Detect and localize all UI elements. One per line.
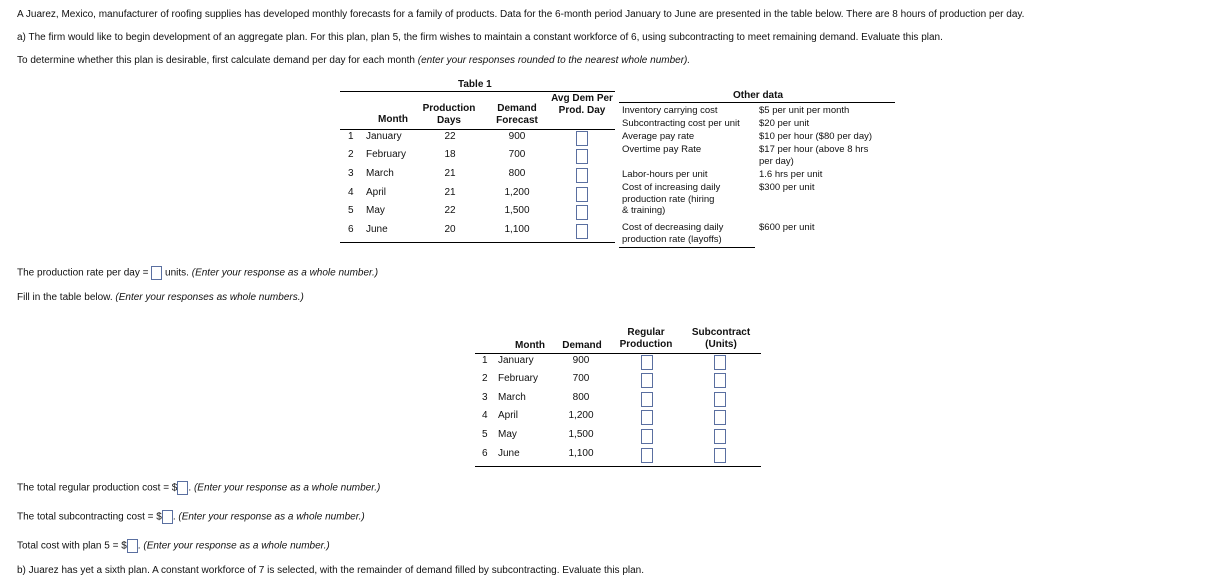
production-rate-input[interactable] [151, 266, 162, 280]
row-demand: 1,200 [504, 187, 530, 198]
avg-demand-input-may[interactable] [576, 205, 588, 220]
row-number: 5 [348, 205, 354, 216]
t1-header-month: Month [378, 114, 408, 125]
regular-production-input-april[interactable] [641, 410, 653, 425]
subcontract-cost-note: (Enter your response as a whole number.) [178, 511, 365, 523]
row-days: 22 [444, 205, 456, 216]
total-cost-input[interactable] [127, 539, 138, 553]
overtime-rate-value: $17 per hour (above 8 hrs per day) [759, 144, 869, 167]
row-month: May [366, 205, 385, 216]
decrease-cost-value: $600 per unit [759, 222, 815, 233]
table-1-bottom-rule [340, 242, 615, 243]
row-month: April [366, 187, 387, 198]
row-demand: 1,100 [568, 448, 594, 459]
labor-hours-label: Labor-hours per unit [622, 169, 708, 180]
subcontract-cost-input[interactable] [162, 510, 173, 524]
table-2-bottom-rule [475, 466, 761, 467]
regular-cost-note: (Enter your response as a whole number.) [193, 482, 381, 494]
row-demand: 800 [572, 392, 590, 403]
subcontract-cost-value: $20 per unit [759, 118, 810, 129]
instruction-line [17, 55, 690, 66]
subcontract-input-march[interactable] [714, 392, 726, 407]
row-demand: 700 [508, 149, 526, 160]
decrease-cost-label: Cost of decreasing daily production rate (layoffs) [622, 222, 724, 245]
row-month: June [366, 224, 388, 235]
row-month: February [498, 373, 539, 384]
subcontract-input-february[interactable] [714, 373, 726, 388]
production-rate-suffix: units. [165, 267, 189, 279]
subcontract-input-january[interactable] [714, 355, 726, 370]
row-number: 2 [482, 373, 488, 384]
production-rate-note: (Enter your response as a whole number.) [191, 267, 379, 279]
regular-production-input-march[interactable] [641, 392, 653, 407]
t2-header-regular: Regular Production [619, 327, 673, 350]
table-1-top-rule [340, 91, 615, 92]
regular-production-input-january[interactable] [641, 355, 653, 370]
row-number: 2 [348, 149, 354, 160]
avg-demand-input-february[interactable] [576, 149, 588, 164]
t1-header-production-days: Production Days [422, 103, 476, 126]
total-cost-line [17, 539, 330, 553]
table-1-header-rule [340, 129, 615, 130]
row-number: 4 [482, 410, 488, 421]
overtime-rate-label: Overtime pay Rate [622, 144, 702, 155]
subcontract-input-may[interactable] [714, 429, 726, 444]
total-cost-dot: . [137, 540, 141, 552]
row-number: 3 [348, 168, 354, 179]
avg-demand-input-june[interactable] [576, 224, 588, 239]
table-1-title: Table 1 [458, 79, 492, 90]
row-days: 20 [444, 224, 456, 235]
row-month: January [498, 355, 534, 366]
subcontract-cost-prefix: The total subcontracting cost = $ [17, 511, 162, 523]
problem-part-a: a) The firm would like to begin development of an aggregate plan. For this plan, plan 5, the firm wishes to maintain a constant workforce of 6, using subcontracting to meet remaining demand. Evaluate this plan. [17, 32, 943, 43]
table-2-header-rule [475, 353, 761, 354]
row-demand: 900 [572, 355, 590, 366]
row-number: 6 [482, 448, 488, 459]
row-month: March [498, 392, 526, 403]
row-days: 21 [444, 187, 456, 198]
regular-cost-input[interactable] [177, 481, 188, 495]
row-month: February [366, 149, 407, 160]
increase-cost-label: Cost of increasing daily production rate (hiring & training) [622, 182, 721, 216]
problem-intro: A Juarez, Mexico, manufacturer of roofing supplies has developed monthly forecasts for a family of products. Data for the 6-month period January to June are presented in the table below. There are 8 hours of production per day. [17, 9, 1025, 20]
t2-header-demand: Demand [562, 340, 602, 351]
pay-rate-value: $10 per hour ($80 per day) [759, 131, 873, 142]
row-month: January [366, 131, 402, 142]
row-month: June [498, 448, 520, 459]
avg-demand-input-march[interactable] [576, 168, 588, 183]
inventory-cost-value: $5 per unit per month [759, 105, 850, 116]
instruction-note: (enter your responses rounded to the nearest whole number). [417, 55, 691, 66]
subcontract-cost-label: Subcontracting cost per unit [622, 118, 740, 129]
fill-table-line [17, 292, 304, 303]
avg-demand-input-april[interactable] [576, 187, 588, 202]
subcontract-input-june[interactable] [714, 448, 726, 463]
problem-part-b: b) Juarez has yet a sixth plan. A constant workforce of 7 is selected, with the remainder of demand filled by subcontracting. Evaluate this plan. [17, 565, 645, 576]
regular-production-input-june[interactable] [641, 448, 653, 463]
instruction-prefix: To determine whether this plan is desirable, first calculate demand per day for each month [17, 55, 415, 66]
regular-production-input-may[interactable] [641, 429, 653, 444]
labor-hours-value: 1.6 hrs per unit [759, 169, 823, 180]
other-data-title: Other data [733, 90, 784, 101]
row-demand: 1,100 [504, 224, 530, 235]
total-cost-note: (Enter your response as a whole number.) [143, 540, 330, 552]
fill-table-note: (Enter your responses as whole numbers.) [115, 292, 304, 303]
row-demand: 800 [508, 168, 526, 179]
t1-header-avg-dem: Avg Dem Per Prod. Day [551, 93, 613, 116]
row-demand: 1,500 [504, 205, 530, 216]
row-demand: 1,500 [568, 429, 594, 440]
other-data-bottom-rule [619, 247, 755, 248]
row-number: 1 [482, 355, 488, 366]
pay-rate-label: Average pay rate [622, 131, 695, 142]
subcontract-cost-line [17, 510, 365, 524]
t2-header-subcontract: Subcontract (Units) [691, 327, 751, 350]
fill-table-prefix: Fill in the table below. [17, 292, 113, 303]
regular-production-input-february[interactable] [641, 373, 653, 388]
row-number: 1 [348, 131, 354, 142]
regular-cost-dot: . [188, 482, 192, 494]
row-number: 4 [348, 187, 354, 198]
row-demand: 700 [572, 373, 590, 384]
row-number: 5 [482, 429, 488, 440]
row-number: 6 [348, 224, 354, 235]
row-number: 3 [482, 392, 488, 403]
avg-demand-input-january[interactable] [576, 131, 588, 146]
row-month: May [498, 429, 517, 440]
production-rate-line [17, 266, 378, 280]
row-month: April [498, 410, 519, 421]
row-days: 21 [444, 168, 456, 179]
row-demand: 900 [508, 131, 526, 142]
increase-cost-value: $300 per unit [759, 182, 815, 193]
inventory-cost-label: Inventory carrying cost [622, 105, 718, 116]
row-demand: 1,200 [568, 410, 594, 421]
row-days: 22 [444, 131, 456, 142]
subcontract-input-april[interactable] [714, 410, 726, 425]
regular-cost-prefix: The total regular production cost = $ [17, 482, 178, 494]
subcontract-cost-dot: . [172, 511, 176, 523]
t1-header-demand-forecast: Demand Forecast [496, 103, 538, 126]
row-month: March [366, 168, 394, 179]
regular-cost-line [17, 481, 380, 495]
other-data-top-rule [619, 102, 895, 103]
total-cost-prefix: Total cost with plan 5 = $ [17, 540, 127, 552]
production-rate-prefix: The production rate per day = [17, 267, 149, 279]
t2-header-month: Month [515, 340, 545, 351]
row-days: 18 [444, 149, 456, 160]
